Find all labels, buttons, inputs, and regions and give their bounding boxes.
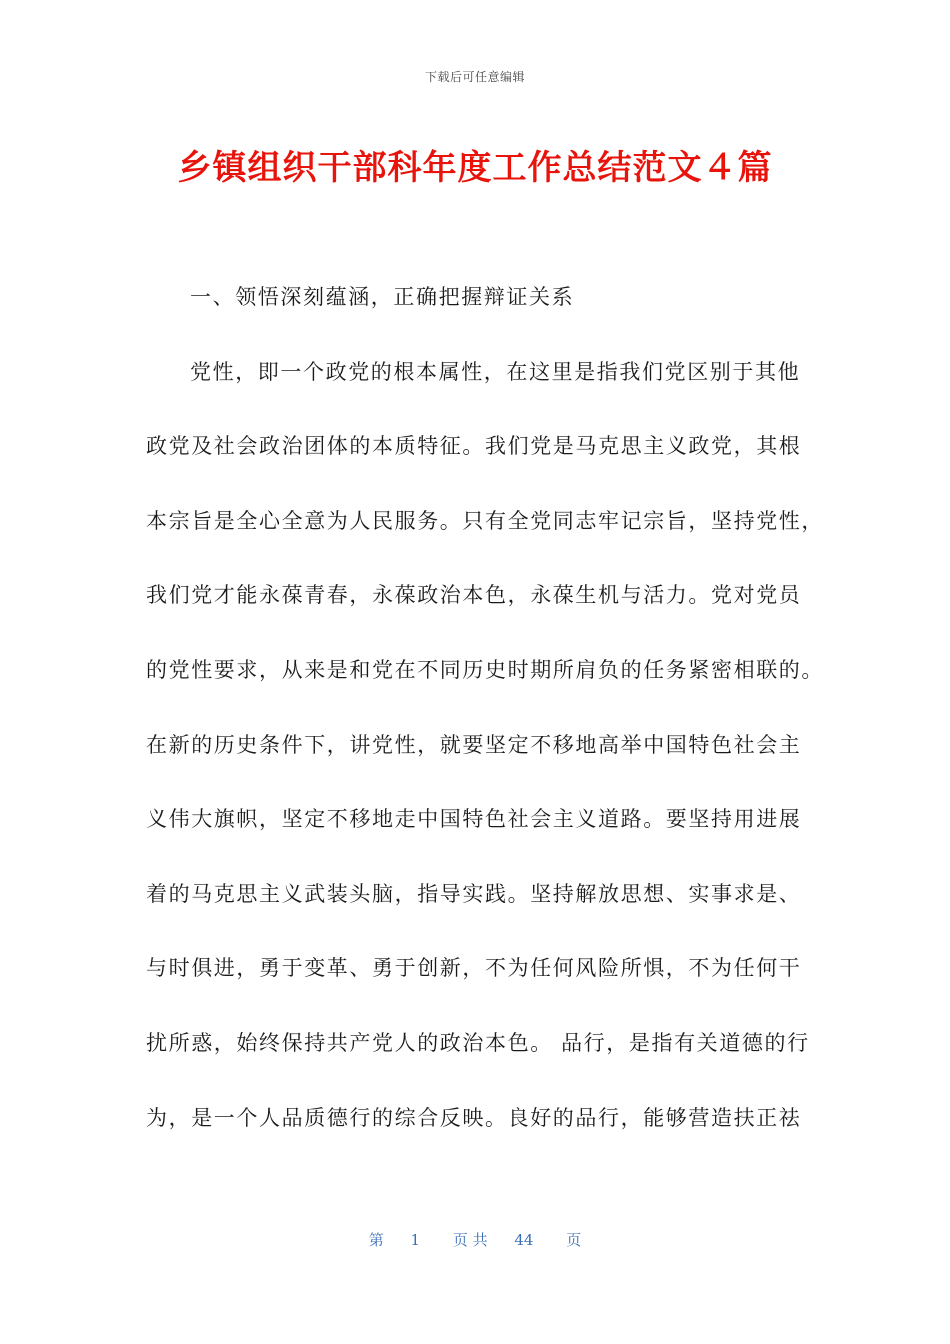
header-note: 下载后可任意编辑 [424, 70, 525, 84]
footer-prefix: 第 [368, 1231, 384, 1249]
footer-total-pages: 44 [514, 1231, 534, 1249]
paragraph-line: 与时俱进，勇于变革、勇于创新，不为任何风险所惧，不为任何干 [146, 956, 802, 981]
footer-page-number: 1 [410, 1231, 421, 1249]
footer-suffix: 页 [566, 1231, 582, 1249]
paragraph-line: 义伟大旗帜，坚定不移地走中国特色社会主义道路。要坚持用进展 [146, 807, 802, 832]
section-heading: 一、领悟深刻蕴涵，正确把握辩证关系 [190, 285, 575, 309]
paragraph-line: 我们党才能永葆青春，永葆政治本色，永葆生机与活力。党对党员 [146, 583, 802, 608]
footer-middle: 页 共 [452, 1231, 488, 1249]
paragraph-line: 党性，即一个政党的根本属性，在这里是指我们党区别于其他 [190, 359, 801, 384]
document-title: 乡镇组织干部科年度工作总结范文４篇 [177, 148, 773, 188]
paragraph-line: 本宗旨是全心全意为人民服务。只有全党同志牢记宗旨，坚持党性， [146, 508, 824, 533]
page-footer [0, 1229, 950, 1250]
paragraph-line: 的党性要求，从来是和党在不同历史时期所肩负的任务紧密相联的。 [146, 657, 824, 682]
paragraph-line: 在新的历史条件下，讲党性，就要坚定不移地高举中国特色社会主 [146, 732, 802, 757]
paragraph-line: 政党及社会政治团体的本质特征。我们党是马克思主义政党，其根 [146, 434, 802, 459]
document-body [146, 282, 824, 1177]
paragraph-line: 扰所惑，始终保持共产党人的政治本色。 品行，是指有关道德的行 [146, 1030, 810, 1055]
paragraph-line: 为，是一个人品质德行的综合反映。良好的品行，能够营造扶正祛 [146, 1105, 802, 1130]
paragraph-line: 着的马克思主义武装头脑，指导实践。坚持解放思想、实事求是、 [146, 881, 802, 906]
